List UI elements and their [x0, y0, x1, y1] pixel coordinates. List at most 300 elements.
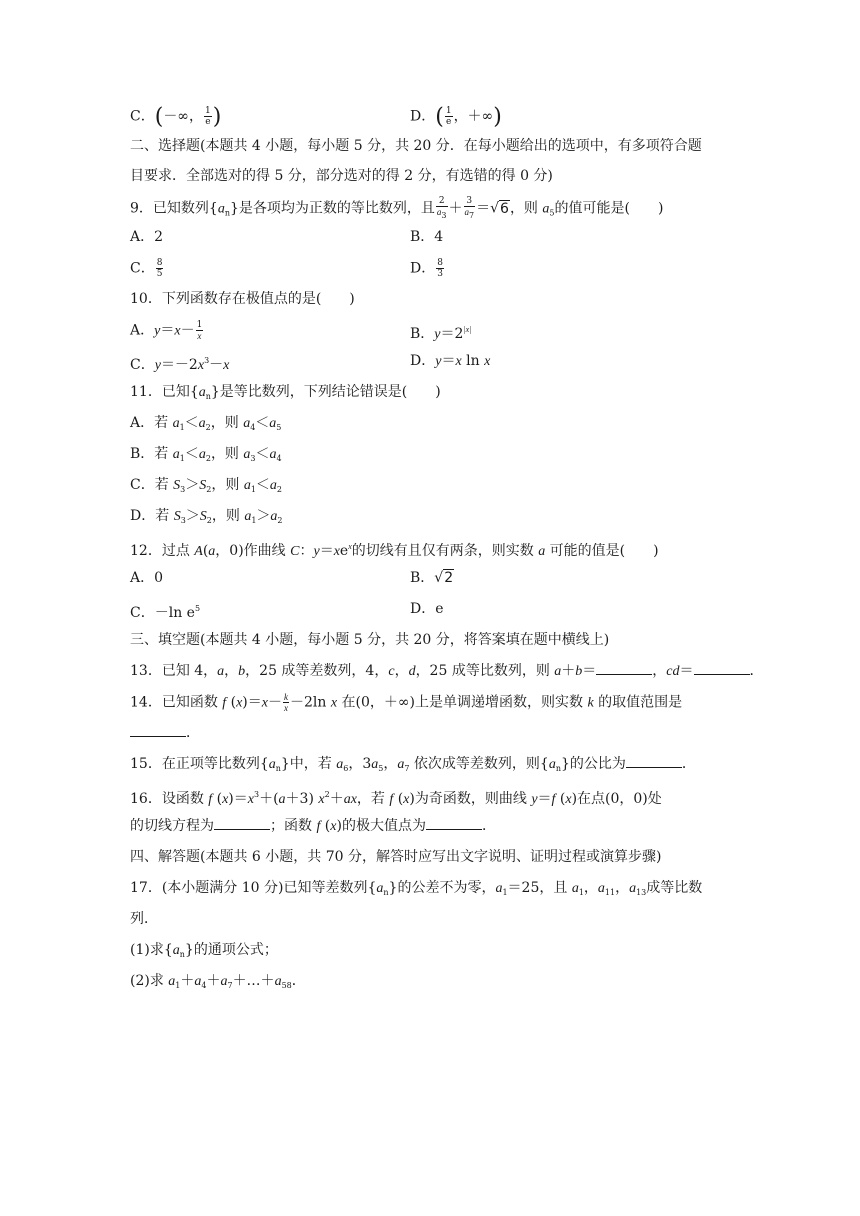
option-label: B．若 [130, 446, 173, 462]
q10-option-b[interactable] [410, 320, 471, 345]
var: a [274, 974, 282, 989]
var: a [217, 664, 225, 679]
answer-blank[interactable] [694, 662, 750, 675]
superscript: 3 [253, 790, 260, 799]
var: a [548, 757, 556, 772]
subscript: n [205, 392, 211, 401]
q10-options-ab [130, 320, 740, 340]
text: ，则 [210, 446, 244, 462]
denominator: x [197, 331, 202, 341]
var: a [397, 757, 405, 772]
text: (1)求{ [130, 942, 173, 958]
text: )在点(0，0)处 [571, 791, 662, 807]
text: ＝ [441, 353, 456, 369]
text: 的取值范围是 [593, 694, 683, 711]
numerator: k [283, 692, 288, 702]
denominator [436, 207, 448, 221]
text: ， [583, 880, 598, 896]
text: (2)求 [130, 973, 169, 989]
option-label: D．若 [130, 508, 174, 524]
text: ． [481, 818, 496, 834]
var: x [330, 695, 338, 711]
q9-option-c[interactable] [130, 258, 164, 279]
text: ： [299, 543, 314, 559]
q9-option-a[interactable]: A．2 [130, 229, 164, 245]
text: ＋( [259, 791, 279, 807]
q13-stem [130, 661, 764, 681]
var: x [565, 792, 572, 807]
var: x [236, 695, 243, 711]
interval-text: ，＋∞ [453, 108, 494, 125]
var: a [554, 664, 562, 679]
var: a [376, 881, 384, 896]
var: a [542, 201, 550, 217]
option-label: C． [130, 260, 155, 277]
subscript: 1 [179, 454, 185, 463]
text: ＞ [185, 477, 200, 493]
numerator: 8 [156, 258, 163, 268]
subscript: 2 [276, 485, 282, 494]
var: x [247, 792, 254, 807]
var: y [154, 323, 161, 339]
var: S [173, 478, 181, 493]
q15-stem [130, 754, 740, 774]
numerator: 8 [437, 258, 443, 268]
text: }的公比为 [560, 756, 626, 772]
var: x [330, 819, 337, 834]
var: c [388, 664, 395, 679]
q12-option-d[interactable]: D．e [410, 601, 444, 617]
text: ，25 成等比数列，则 [415, 663, 555, 679]
text: ＝ [679, 663, 694, 679]
option-label: C．若 [130, 477, 174, 493]
var: a [243, 416, 251, 431]
var: a [168, 974, 176, 989]
text: }是各项均为正数的等比数列，且 [229, 200, 435, 217]
q9-stem [130, 196, 740, 220]
subscript: n [179, 950, 185, 959]
q9-options-ab [130, 227, 740, 247]
var: y [434, 327, 441, 342]
text: ＋ [206, 973, 221, 989]
q17-part1 [130, 940, 740, 960]
text: ． [186, 725, 200, 741]
subscript: 1 [175, 981, 181, 990]
var: a [495, 881, 503, 896]
denominator: x [283, 703, 288, 713]
text: ( [202, 543, 209, 559]
option-label: D． [410, 260, 436, 277]
q10-options-cd [130, 351, 740, 371]
q8-option-d[interactable] [410, 106, 502, 128]
var: x [484, 354, 491, 369]
text: ，则 [509, 200, 543, 217]
var: f [316, 819, 321, 834]
var: a [198, 385, 206, 400]
text: ＞ [256, 508, 271, 524]
subscript: 2 [277, 516, 283, 525]
var: C [290, 544, 300, 559]
text: ＜ [255, 415, 270, 431]
superscript: |x| [463, 325, 472, 334]
fraction [204, 106, 212, 127]
subscript: 1 [578, 888, 584, 897]
var: a [217, 201, 225, 217]
paren-close: ) [212, 104, 222, 130]
subscript: 58 [281, 981, 292, 990]
subscript: 6 [343, 764, 349, 773]
q17-part2 [130, 971, 740, 991]
text: 的切线有且仅有两条，则实数 [351, 543, 539, 559]
answer-blank[interactable] [130, 724, 186, 737]
subscript: 2 [205, 454, 211, 463]
superscript: 5 [194, 604, 201, 613]
denominator: 3 [437, 269, 443, 279]
var: S [199, 509, 207, 524]
q16-stem [130, 785, 740, 805]
text: ＝ [582, 663, 597, 679]
text: ＝ [537, 791, 552, 807]
var: k [587, 695, 594, 711]
var: a [243, 447, 251, 462]
superscript: x [348, 542, 352, 551]
text: ＞ [185, 508, 200, 524]
var: a [270, 509, 278, 524]
q11-option-b[interactable] [130, 444, 740, 464]
var: cd [666, 664, 680, 679]
option-label: A． [130, 322, 155, 339]
text: ，则 [211, 508, 245, 524]
var: x [333, 544, 340, 559]
q11-option-d[interactable] [130, 506, 740, 526]
text: ＜ [255, 477, 270, 493]
text: ＝ [476, 200, 491, 217]
subscript: 4 [201, 981, 207, 990]
option-label: B． [410, 570, 435, 586]
text: ，若 [356, 791, 390, 807]
text: ＋…＋ [232, 973, 275, 989]
option-label: B． [410, 326, 435, 342]
var: a [269, 447, 277, 462]
subscript: 2 [205, 423, 211, 432]
fraction [464, 196, 476, 221]
q12-stem [130, 537, 740, 557]
numerator: 3 [464, 196, 476, 207]
text: 9．已知数列{ [130, 200, 218, 217]
var: a [629, 881, 637, 896]
answer-blank[interactable] [214, 817, 270, 830]
subscript: 5 [549, 208, 555, 218]
q11-option-a[interactable] [130, 413, 740, 433]
subscript: 1 [251, 516, 257, 525]
text: ． [681, 756, 696, 772]
fraction [436, 196, 448, 221]
text: 17．(本小题满分 10 分)已知等差数列{ [130, 880, 377, 896]
text: ( [393, 791, 404, 807]
section3-heading: 三、填空题(本题共 4 小题，每小题 5 分，共 20 分，将答案填在题中横线上) [130, 632, 610, 648]
text: 12．过点 [130, 543, 195, 559]
var: x [197, 358, 205, 373]
text: ＋3) [285, 791, 319, 807]
var: x [261, 695, 268, 711]
subscript: 1 [502, 888, 508, 897]
var: f [551, 792, 556, 807]
var: d [408, 664, 416, 679]
answer-blank[interactable] [426, 817, 482, 830]
sqrt-sign: √ [434, 570, 444, 586]
q9-option-d[interactable] [410, 258, 445, 279]
text: ＜ [184, 415, 199, 431]
var: a [436, 207, 442, 217]
var: a [336, 757, 344, 772]
text: ( [555, 791, 566, 807]
var: a [343, 792, 351, 807]
var: a [172, 447, 180, 462]
text: ，0)作曲线 [215, 543, 291, 559]
var: a [597, 881, 605, 896]
q11-stem [130, 382, 740, 402]
text: ，则 [210, 415, 244, 431]
text: ，3 [348, 756, 372, 772]
subscript: n [383, 888, 389, 897]
text: ， [394, 663, 409, 679]
text: 16．设函数 [130, 791, 209, 807]
fraction [283, 692, 289, 713]
text: 可能的值是( ) [545, 543, 659, 559]
q16-line2 [130, 816, 740, 836]
text: －2ln [289, 694, 331, 711]
text: 11．已知{ [130, 384, 199, 400]
q9-option-b[interactable]: B．4 [410, 229, 444, 245]
text: ＋ [329, 791, 344, 807]
exam-page [130, 104, 764, 991]
var: a [220, 974, 228, 989]
q14-stem [130, 692, 740, 712]
text: e [339, 543, 349, 559]
q10-option-a[interactable] [130, 320, 204, 342]
q8-option-c[interactable] [130, 106, 221, 128]
var: y [313, 544, 320, 559]
option-label: C． [130, 108, 155, 125]
subscript: 13 [636, 888, 647, 897]
text: ；函数 [270, 818, 317, 834]
q12-options-cd [130, 599, 740, 619]
text: ＝－2 [160, 357, 198, 373]
text: )＝ [242, 694, 262, 711]
var: a [172, 943, 180, 958]
text: ，25 成等差数列，4， [245, 663, 389, 679]
subscript: 7 [469, 211, 475, 220]
q11-option-c[interactable] [130, 475, 740, 495]
numerator: 1 [204, 106, 211, 116]
var: a [244, 509, 252, 524]
var: a [268, 757, 276, 772]
text: ． [749, 663, 764, 679]
var: a [269, 478, 277, 493]
option-label: D． [410, 108, 436, 125]
numerator: 1 [196, 320, 203, 330]
section4-heading: 四、解答题(本题共 6 小题，共 70 分，解答时应写出文字说明、证明过程或演算步骤) [130, 849, 662, 865]
subscript: 7 [227, 981, 233, 990]
superscript: 2 [324, 790, 330, 799]
sqrt-sign: √ [490, 200, 500, 217]
denominator [464, 207, 476, 221]
var: a [464, 207, 469, 217]
q10-option-c[interactable] [130, 351, 229, 376]
text: }中，若 [280, 756, 337, 772]
section2-heading-line2: 目要求．全部选对的得 5 分，部分选对的得 2 分，有选错的得 0 分) [130, 168, 553, 184]
text: 13．已知 4， [130, 663, 218, 679]
interval-text: －∞， [163, 108, 203, 125]
var: a [278, 792, 286, 807]
var: x [455, 354, 462, 369]
q10-option-d[interactable] [410, 351, 490, 372]
subscript: 3 [180, 516, 186, 525]
text: 14．已知函数 [130, 694, 223, 711]
q17-stem [130, 878, 740, 898]
var: A [194, 544, 203, 559]
var: a [208, 544, 216, 559]
text: ， [652, 663, 667, 679]
superscript: 3 [204, 356, 210, 365]
subscript: n [555, 764, 561, 773]
var: a [198, 447, 206, 462]
text: 的值可能是( ) [554, 200, 664, 217]
subscript: n [275, 764, 281, 773]
sqrt-content: 2 [444, 570, 454, 586]
q12-option-c[interactable] [130, 599, 200, 623]
q14-answer-line [130, 723, 740, 743]
text: － [209, 357, 224, 373]
q10-stem: 10．下列函数存在极值点的是( ) [130, 291, 355, 307]
numerator: 2 [436, 196, 448, 207]
text: ＋ [448, 200, 463, 217]
q17-line2: 列． [130, 911, 158, 927]
var: a [269, 416, 277, 431]
text: ． [291, 973, 306, 989]
q12-option-b[interactable] [410, 568, 454, 588]
subscript: 2 [206, 485, 212, 494]
var: a [243, 478, 251, 493]
text: ＝2 [440, 326, 464, 342]
fraction [156, 258, 164, 279]
sqrt-content: 6 [500, 200, 509, 217]
subscript: 5 [378, 764, 384, 773]
section2-heading-line1: 二、选择题(本题共 4 小题，每小题 5 分，共 20 分．在每小题给出的选项中，有多项符合题 [130, 138, 702, 154]
text: 在(0，＋∞)上是单调递增函数，则实数 [337, 694, 588, 711]
var: a [371, 757, 379, 772]
answer-blank[interactable] [596, 662, 652, 675]
text: ( [320, 818, 331, 834]
var: f [222, 695, 227, 711]
option-label: A．若 [130, 415, 173, 431]
text: ＝ [319, 543, 334, 559]
var: a [172, 416, 180, 431]
subscript: 3 [250, 454, 256, 463]
var: x [318, 792, 325, 807]
var: x [350, 792, 357, 807]
denominator: e [205, 117, 211, 127]
text: ＜ [255, 446, 270, 462]
var: a [571, 881, 579, 896]
text: ， [224, 663, 239, 679]
var: x [222, 792, 229, 807]
paren-open: ( [435, 104, 444, 130]
subscript: 4 [276, 454, 282, 463]
var: y [531, 792, 538, 807]
text: － [180, 322, 195, 339]
text: 成等比数 [646, 880, 703, 896]
text: ＋ [180, 973, 195, 989]
subscript: 7 [404, 764, 410, 773]
q8-options-cd [130, 104, 740, 130]
subscript: 11 [604, 888, 616, 897]
var: x [174, 323, 181, 339]
fraction [445, 106, 453, 127]
text: － [267, 694, 282, 711]
subscript: 3 [441, 211, 447, 220]
var: x [223, 358, 230, 373]
text: ＝ [160, 322, 175, 339]
text: 的切线方程为 [130, 818, 214, 834]
text: }的通项公式； [184, 942, 278, 958]
subscript: 5 [276, 423, 282, 432]
text: 依次成等差数列，则{ [409, 756, 549, 772]
text: )＝ [228, 791, 248, 807]
var: f [208, 792, 213, 807]
answer-blank[interactable] [626, 755, 682, 768]
option-label: D． [410, 353, 436, 369]
text: 15．在正项等比数列{ [130, 756, 269, 772]
var: f [389, 792, 394, 807]
var: b [238, 664, 246, 679]
var: b [575, 664, 583, 679]
subscript: 1 [179, 423, 185, 432]
text: ， [383, 756, 398, 772]
denominator: e [446, 117, 452, 127]
q12-option-a[interactable]: A．0 [130, 570, 164, 586]
q9-options-cd [130, 258, 740, 278]
subscript: 2 [206, 516, 212, 525]
text: )的极大值点为 [336, 818, 426, 834]
text: ，则 [211, 477, 244, 493]
paren-close: ) [493, 104, 502, 130]
text: }是等比数列，下列结论错误是( ) [210, 384, 441, 400]
text: ln [461, 353, 485, 369]
text: ＜ [184, 446, 199, 462]
denominator: 5 [156, 269, 163, 279]
option-label: C． [130, 357, 155, 373]
paren-open: ( [154, 104, 164, 130]
fraction [196, 320, 204, 341]
numerator: 1 [445, 106, 452, 116]
q12-options-ab [130, 568, 740, 588]
subscript: 4 [250, 423, 256, 432]
subscript: 1 [250, 485, 256, 494]
var: y [154, 358, 161, 373]
var: a [198, 416, 206, 431]
text: ( [212, 791, 223, 807]
text: ＝25，且 [507, 880, 572, 896]
text: }的公差不为零， [388, 880, 496, 896]
var: x [403, 792, 410, 807]
subscript: 3 [180, 485, 186, 494]
var: S [173, 509, 181, 524]
var: y [435, 354, 442, 369]
var: a [194, 974, 202, 989]
text: )为奇函数，则曲线 [409, 791, 532, 807]
fraction [436, 258, 444, 279]
